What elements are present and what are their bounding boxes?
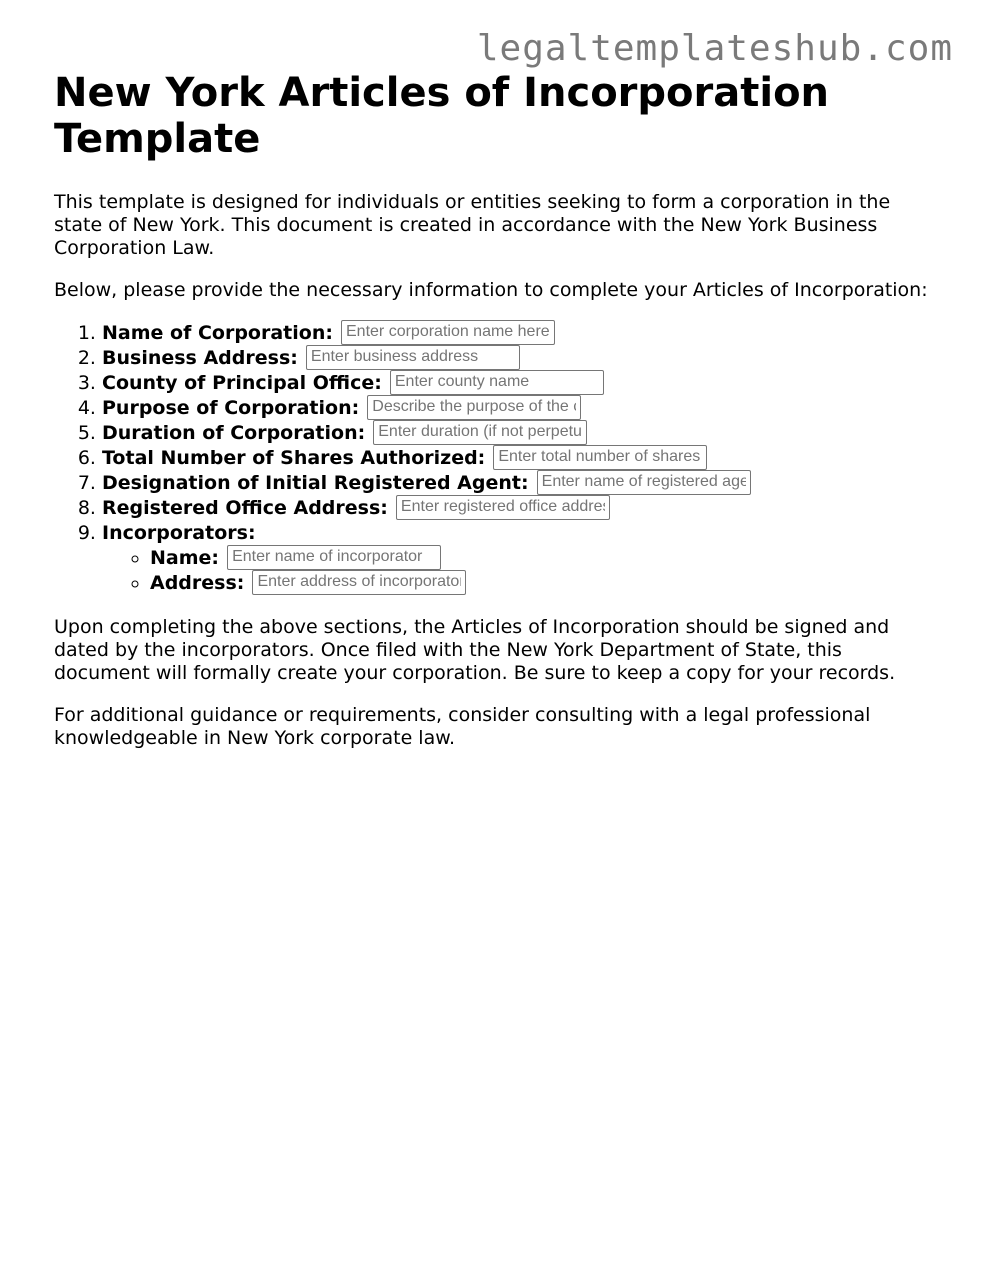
field-label: Duration of Corporation: bbox=[102, 422, 366, 444]
corporation-name-input[interactable] bbox=[341, 320, 555, 345]
list-item bbox=[102, 471, 934, 496]
list-item bbox=[102, 321, 934, 346]
list-item bbox=[150, 571, 934, 596]
field-label: Designation of Initial Registered Agent: bbox=[102, 472, 529, 494]
incorporator-address-input[interactable] bbox=[252, 570, 466, 595]
business-address-input[interactable] bbox=[306, 345, 520, 370]
list-item bbox=[102, 371, 934, 396]
field-label: County of Principal Office: bbox=[102, 372, 382, 394]
list-item bbox=[102, 346, 934, 371]
guidance-paragraph: For additional guidance or requirements, consider consulting with a legal professional knowledgeable in New York corporate law. bbox=[54, 704, 871, 749]
field-label: Registered Office Address: bbox=[102, 497, 388, 519]
shares-input[interactable] bbox=[493, 445, 707, 470]
site-watermark: legaltemplateshub.com bbox=[476, 28, 953, 69]
list-item bbox=[102, 496, 934, 521]
page-title: New York Articles of Incorporation Template bbox=[54, 70, 830, 162]
list-item bbox=[102, 421, 934, 446]
list-item bbox=[150, 546, 934, 571]
document-body bbox=[54, 70, 934, 750]
instructions-paragraph: Below, please provide the necessary information to complete your Articles of Incorporation: bbox=[54, 279, 928, 301]
registered-office-input[interactable] bbox=[396, 495, 610, 520]
field-label: Name: bbox=[150, 547, 220, 569]
county-input[interactable] bbox=[390, 370, 604, 395]
intro-paragraph: This template is designed for individuals or entities seeking to form a corporation in the state of New York. This document is created in accordance with the New York Business Corporation Law. bbox=[54, 191, 891, 259]
incorporators-list bbox=[102, 546, 934, 596]
form-field-list bbox=[54, 321, 934, 596]
registered-agent-input[interactable] bbox=[537, 470, 751, 495]
field-label: Business Address: bbox=[102, 347, 298, 369]
incorporator-name-input[interactable] bbox=[227, 545, 441, 570]
duration-input[interactable] bbox=[373, 420, 587, 445]
field-label: Name of Corporation: bbox=[102, 322, 333, 344]
field-label: Purpose of Corporation: bbox=[102, 397, 360, 419]
field-label: Total Number of Shares Authorized: bbox=[102, 447, 486, 469]
list-item bbox=[102, 521, 934, 596]
field-label: Incorporators: bbox=[102, 522, 256, 544]
field-label: Address: bbox=[150, 572, 245, 594]
closing-paragraph: Upon completing the above sections, the Articles of Incorporation should be signed and dated by the incorporators. Once filed with the New York Department of State, this document will formally create your corporation. Be sure to keep a copy for your records. bbox=[54, 616, 896, 684]
list-item bbox=[102, 446, 934, 471]
list-item bbox=[102, 396, 934, 421]
purpose-input[interactable] bbox=[367, 395, 581, 420]
